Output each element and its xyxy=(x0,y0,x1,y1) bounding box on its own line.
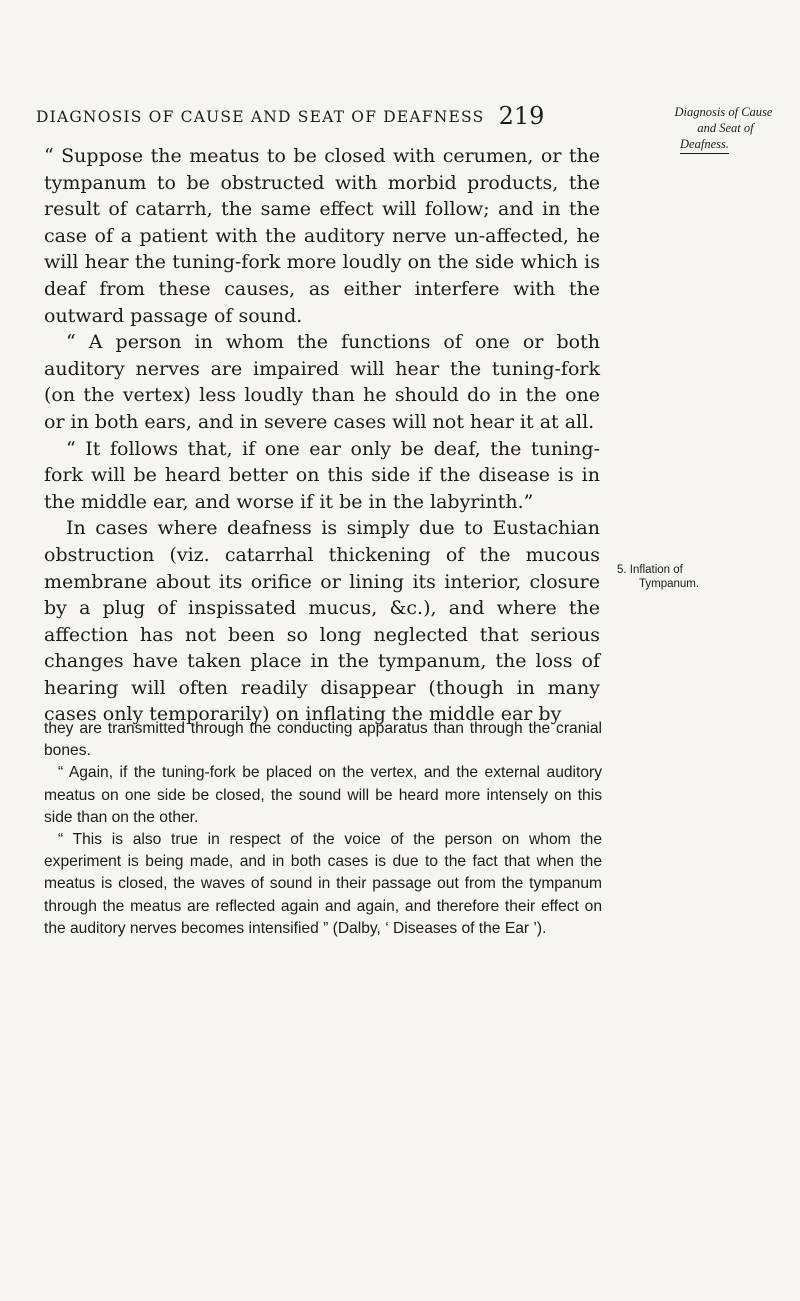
page-number: 219 xyxy=(498,102,545,130)
side-heading-line-1: Diagnosis of Cause xyxy=(674,105,773,119)
side-heading xyxy=(653,104,798,154)
running-title: DIAGNOSIS OF CAUSE AND SEAT OF DEAFNESS xyxy=(36,108,485,126)
footnotes xyxy=(44,718,602,940)
side-note-line-2: Tympanum. xyxy=(639,578,700,590)
paragraph-2: “ A person in whom the functions of one or both auditory nerves are impaired will hear the tuning-fork (on the vertex) less loudly than he should do in the one or in both ears, and in severe cases will not hear it at all. xyxy=(44,331,600,433)
footnote-2: “ Again, if the tuning-fork be placed on the vertex, and the external auditory meatus on one side be closed, the sound will be heard more intensely on this side than on the other. xyxy=(44,764,602,826)
side-heading-line-2: and Seat of xyxy=(697,121,754,135)
main-text xyxy=(44,143,600,728)
footnote-3: “ This is also true in respect of the voice of the person on whom the experiment is being made, and in both cases is due to the fact that when the meatus is closed, the waves of sound in their passage out from the tympanum through the meatus are reflected again and again, and therefore their effect on the auditory nerves becomes intensified ” (Dalby, ‘ Diseases of the Ear ’). xyxy=(44,831,602,937)
side-heading-line-3: Deafness. xyxy=(680,136,729,154)
running-head xyxy=(36,100,545,130)
paragraph-3: “ It follows that, if one ear only be deaf, the tuning-fork will be heard better on this side if the disease is in the middle ear, and worse if it be in the labyrinth.” xyxy=(44,437,600,513)
paragraph-1: “ Suppose the meatus to be closed with cerumen, or the tympanum to be obstructed with morbid products, the result of catarrh, the same effect will follow; and in the case of a patient with the auditory nerve un-affected, he will hear the tuning-fork more loudly on the side which is deaf from these causes, as either interfere with the outward passage of sound. xyxy=(44,145,600,327)
footnote-1: they are transmitted through the conducting apparatus than through the cranial bones. xyxy=(44,720,602,760)
side-note-inflation xyxy=(617,563,797,591)
side-note-line-1: 5. Inflation of xyxy=(617,564,683,576)
paragraph-4: In cases where deafness is simply due to Eustachian obstruction (viz. catarrhal thickening of the mucous membrane about its orifice or lining its interior, closure by a plug of inspissated mucus, &c.), and where the affection has not been so long neglected that serious changes have taken place in the tympanum, the loss of hearing will often readily disappear (though in many cases only temporarily) on inflating the middle ear by xyxy=(44,517,600,726)
